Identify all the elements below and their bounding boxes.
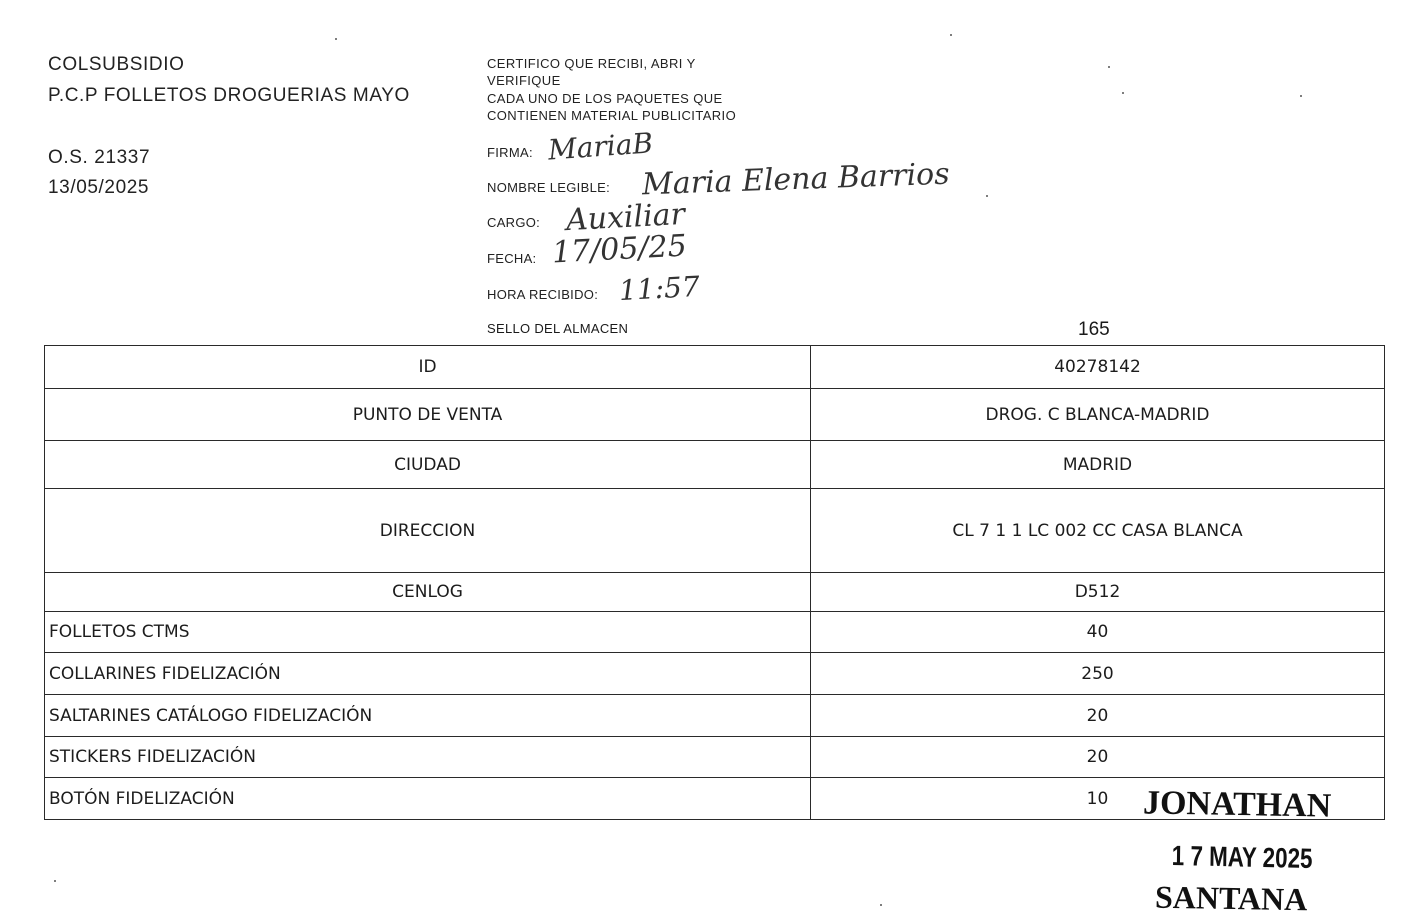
certificate-line-1: CERTIFICO QUE RECIBI, ABRI Y (487, 56, 696, 71)
scan-speck (880, 904, 882, 906)
certificate-line-3: CADA UNO DE LOS PAQUETES QUE (487, 91, 723, 106)
row-label: PUNTO DE VENTA (45, 389, 811, 441)
certificate-line-4: CONTIENEN MATERIAL PUBLICITARIO (487, 108, 737, 123)
row-label: CENLOG (45, 573, 811, 612)
scan-speck (54, 880, 56, 882)
item-quantity: 20 (811, 695, 1385, 737)
stamp-name-bottom: SANTANA (1154, 878, 1308, 918)
fecha-value: 17/05/25 (551, 228, 688, 271)
row-value: DROG. C BLANCA-MADRID (811, 389, 1385, 441)
certificate-line-2: VERIFIQUE (487, 73, 561, 88)
stamp-name-top: JONATHAN (1142, 784, 1332, 825)
nombre-value: Maria Elena Barrios (641, 156, 951, 203)
table-row-direccion (45, 489, 1385, 573)
cargo-value: Auxiliar (565, 196, 686, 239)
nombre-label: NOMBRE LEGIBLE: (487, 180, 610, 195)
table-row-ciudad (45, 441, 1385, 489)
item-quantity: 40 (811, 612, 1385, 653)
scan-speck (1300, 95, 1302, 97)
item-label: FOLLETOS CTMS (45, 612, 811, 653)
row-value: MADRID (811, 441, 1385, 489)
table-row (45, 737, 1385, 778)
scan-speck (335, 38, 337, 40)
scan-speck (986, 195, 988, 197)
fecha-label: FECHA: (487, 251, 537, 266)
item-label: COLLARINES FIDELIZACIÓN (45, 653, 811, 695)
table-row (45, 695, 1385, 737)
item-label: STICKERS FIDELIZACIÓN (45, 737, 811, 778)
item-quantity: 250 (811, 653, 1385, 695)
item-label: BOTÓN FIDELIZACIÓN (45, 778, 811, 820)
table-row-punto-de-venta (45, 389, 1385, 441)
delivery-table (44, 345, 1385, 820)
document-subject: P.C.P FOLLETOS DROGUERIAS MAYO (48, 85, 410, 106)
scan-speck (950, 34, 952, 36)
item-quantity: 10 (811, 778, 1385, 820)
stamp-date: 1 7 MAY 2025 (1171, 840, 1313, 875)
table-row-cenlog (45, 573, 1385, 612)
table-row (45, 612, 1385, 653)
sequence-number: 165 (1078, 319, 1110, 340)
row-label: CIUDAD (45, 441, 811, 489)
hora-value: 11:57 (618, 269, 701, 308)
table-row-id (45, 346, 1385, 389)
row-label: DIRECCION (45, 489, 811, 573)
order-number: O.S. 21337 (48, 147, 151, 168)
scan-speck (1122, 92, 1124, 94)
sello-label: SELLO DEL ALMACEN (487, 321, 629, 336)
cargo-label: CARGO: (487, 215, 541, 230)
firma-signature: MariaB (546, 126, 655, 167)
scan-speck (1108, 66, 1110, 68)
row-value: 40278142 (811, 346, 1385, 389)
row-label: ID (45, 346, 811, 389)
org-name: COLSUBSIDIO (48, 54, 185, 75)
item-label: SALTARINES CATÁLOGO FIDELIZACIÓN (45, 695, 811, 737)
document-date: 13/05/2025 (48, 177, 150, 198)
row-value: CL 7 1 1 LC 002 CC CASA BLANCA (811, 489, 1385, 573)
row-value: D512 (811, 573, 1385, 612)
hora-label: HORA RECIBIDO: (487, 287, 599, 302)
table-row (45, 653, 1385, 695)
firma-label: FIRMA: (487, 145, 533, 160)
item-quantity: 20 (811, 737, 1385, 778)
